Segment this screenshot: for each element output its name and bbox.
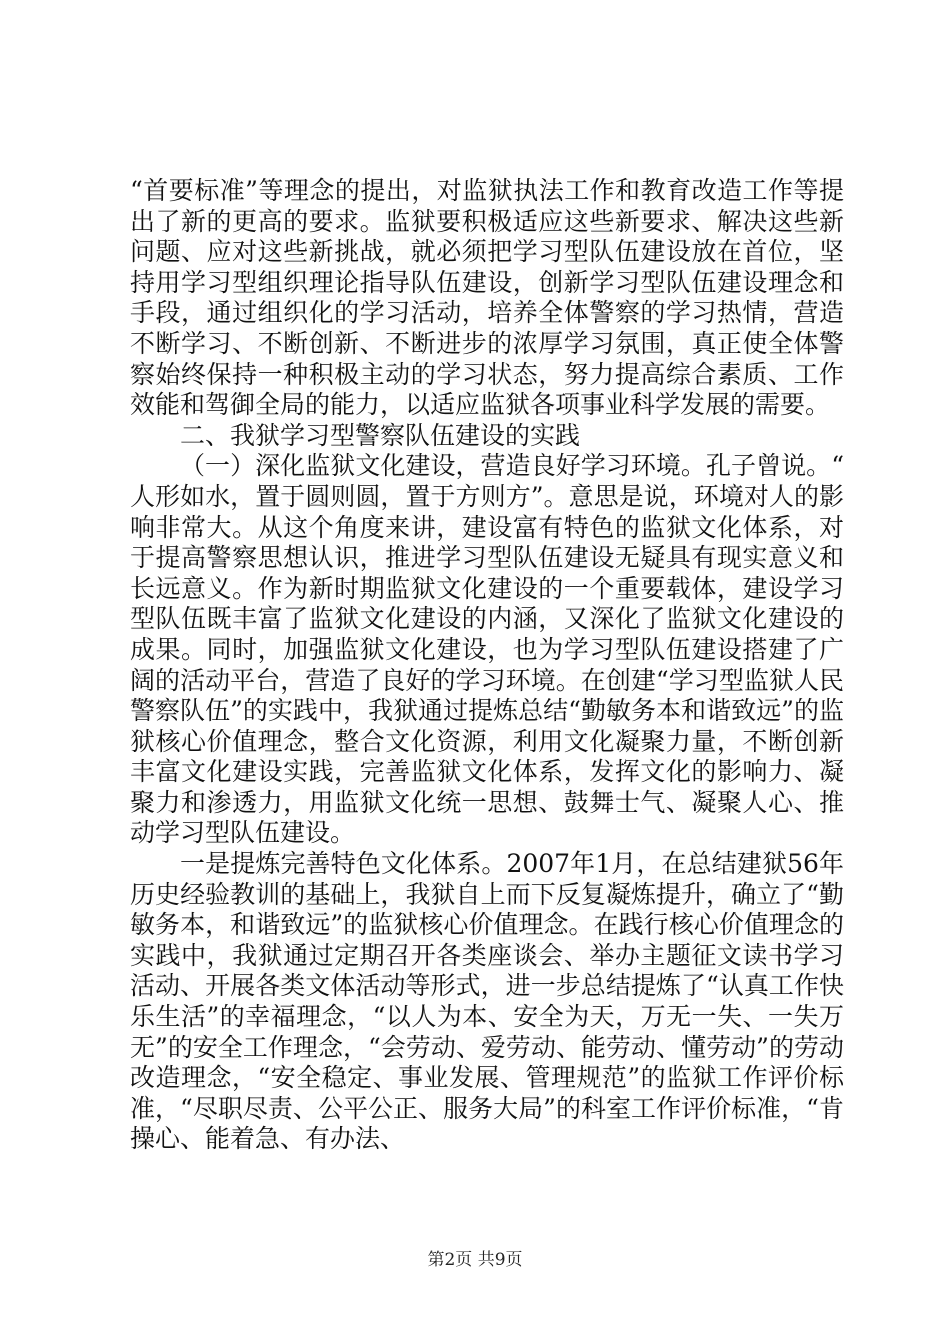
paragraph-3: 一是提炼完善特色文化体系。2007年1月，在总结建狱56年历史经验教训的基础上，我狱自上而下反复凝炼提升，确立了“勤敏务本，和谐致远”的监狱核心价值理念。在践行核心价值理念的实践中，我狱通过定期召开各类座谈会、举办主题征文读书学习活动、开展各类文体活动等形式，进一步总结提炼了“认真工作快乐生活”的幸福理念，“以人为本、安全为天，万无一失、一失万无”的安全工作理念，“会劳动、爱劳动、能劳动、懂劳动”的劳动改造理念，“安全稳定、事业发展、管理规范”的监狱工作评价标准，“尽职尽责、公平公正、服务大局”的科室工作评价标准，“肯操心、能着急、有办法、 bbox=[130, 849, 844, 1154]
section-heading: 二、我狱学习型警察队伍建设的实践 bbox=[180, 420, 581, 450]
document-body bbox=[130, 176, 844, 1155]
page-number: 第2页 共9页 bbox=[427, 1250, 523, 1270]
paragraph-2: （一）深化监狱文化建设，营造良好学习环境。孔子曾说。“人形如水，置于圆则圆，置于方则方”。意思是说，环境对人的影响非常大。从这个角度来讲，建设富有特色的监狱文化体系，对于提高警察思想认识，推进学习型队伍建设无疑具有现实意义和长远意义。作为新时期监狱文化建设的一个重要载体，建设学习型队伍既丰富了监狱文化建设的内涵，又深化了监狱文化建设的成果。同时，加强监狱文化建设，也为学习型队伍建设搭建了广阔的活动平台，营造了良好的学习环境。在创建“学习型监狱人民警察队伍”的实践中，我狱通过提炼总结“勤敏务本和谐致远”的监狱核心价值理念，整合文化资源，利用文化凝聚力量，不断创新丰富文化建设实践，完善监狱文化体系，发挥文化的影响力、凝聚力和渗透力，用监狱文化统一思想、鼓舞士气、凝聚人心、推动学习型队伍建设。 bbox=[130, 451, 844, 848]
paragraph-1: “首要标准”等理念的提出，对监狱执法工作和教育改造工作等提出了新的更高的要求。监狱要积极适应这些新要求、解决这些新问题、应对这些新挑战，就必须把学习型队伍建设放在首位，坚持用学习型组织理论指导队伍建设，创新学习型队伍建设理念和手段，通过组织化的学习活动，培养全体警察的学习热情，营造不断学习、不断创新、不断进步的浓厚学习氛围，真正使全体警察始终保持一种积极主动的学习状态，努力提高综合素质、工作效能和驾御全局的能力，以适应监狱各项事业科学发展的需要。 bbox=[130, 176, 844, 420]
